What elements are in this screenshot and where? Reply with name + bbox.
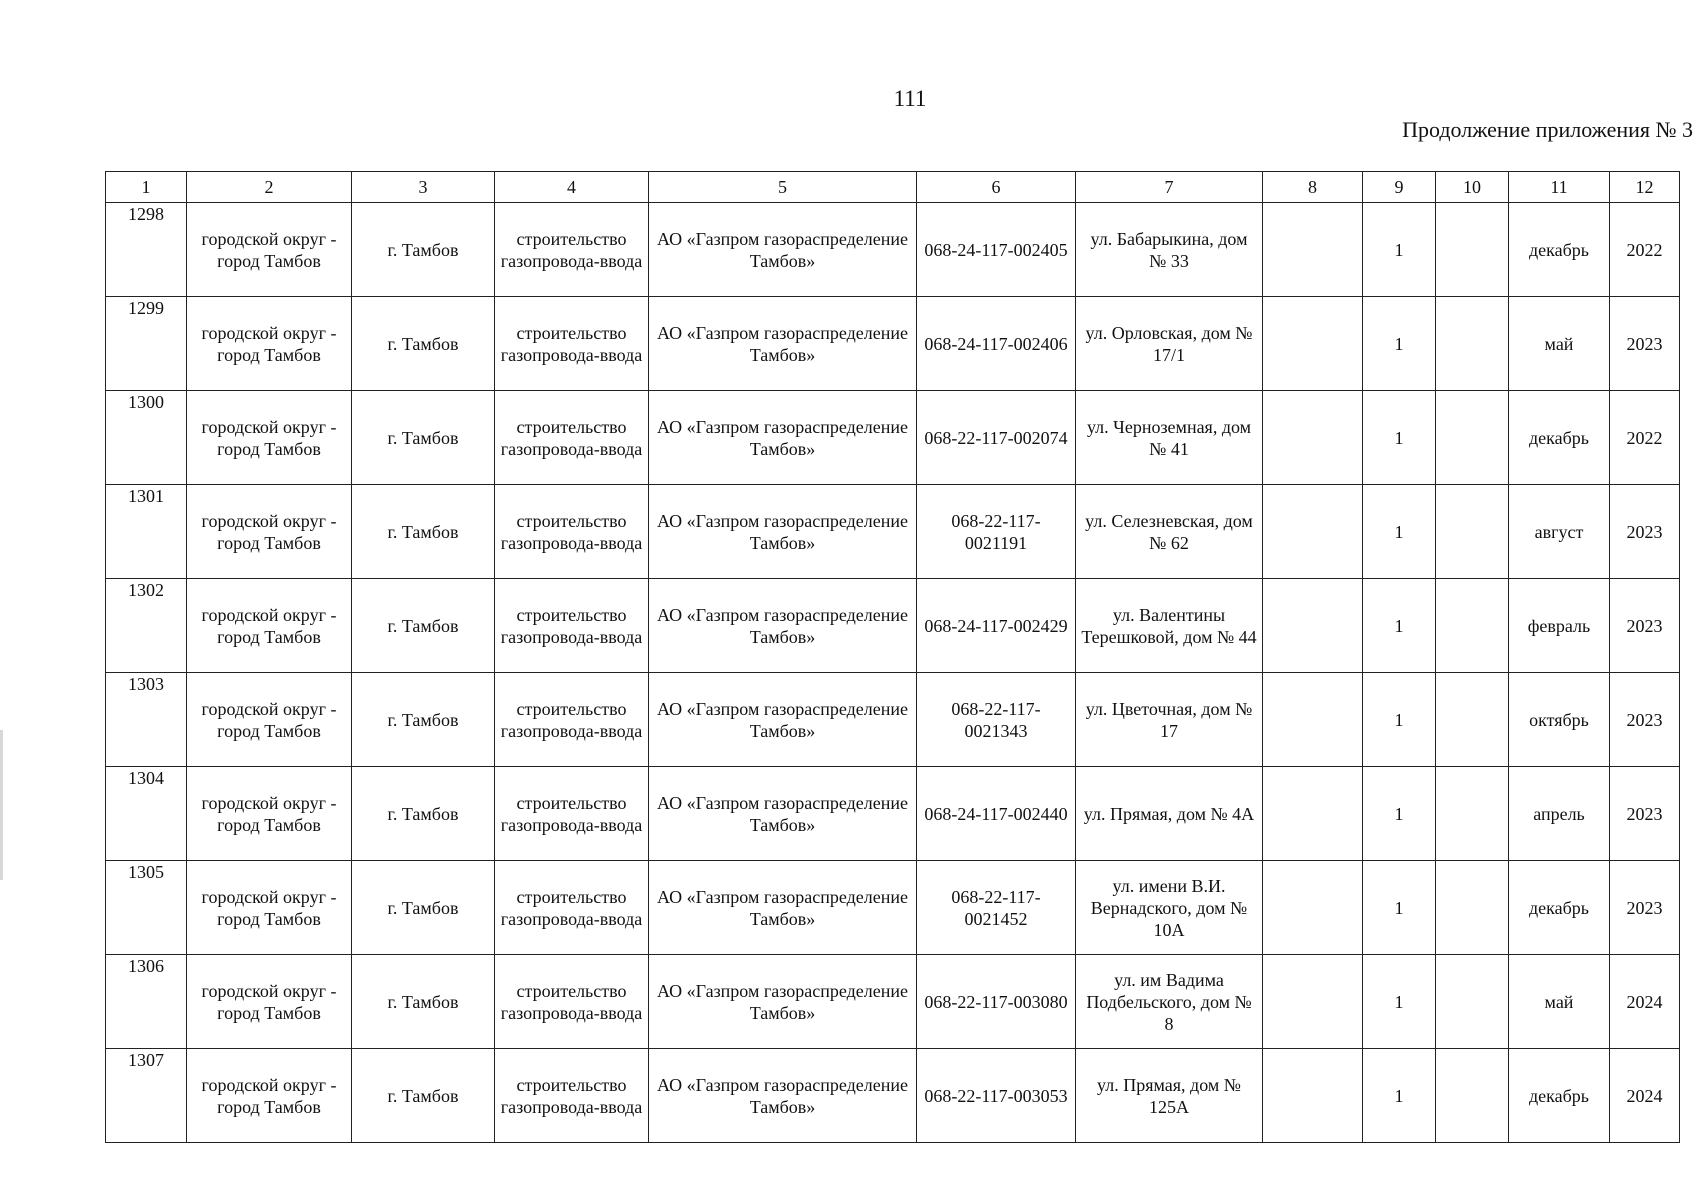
cell-object-code: 068-24-117-002440 <box>917 767 1076 861</box>
cell-month: май <box>1509 297 1610 391</box>
appendix-continuation-label: Продолжение приложения № 3 <box>1402 117 1693 142</box>
cell-quantity: 1 <box>1363 297 1436 391</box>
cell-municipality: городской округ - город Тамбов <box>187 579 352 673</box>
table-row <box>106 1049 1680 1143</box>
table-row <box>106 767 1680 861</box>
cell-municipality: городской округ - город Тамбов <box>187 485 352 579</box>
cell-object-code: 068-22-117-002074 <box>917 391 1076 485</box>
table-row <box>106 203 1680 297</box>
column-header-9: 9 <box>1363 172 1436 203</box>
cell-object-code: 068-24-117-002406 <box>917 297 1076 391</box>
cell-municipality: городской округ - город Тамбов <box>187 1049 352 1143</box>
header-row <box>106 172 1680 203</box>
cell-object-code: 068-24-117-002429 <box>917 579 1076 673</box>
cell-row-number: 1301 <box>106 485 187 579</box>
cell-month: декабрь <box>1509 861 1610 955</box>
cell-work-type: строительство газопровода-ввода <box>495 861 649 955</box>
scan-edge-mark <box>0 730 3 880</box>
cell-settlement: г. Тамбов <box>352 673 495 767</box>
cell-address: ул. Селезневская, дом № 62 <box>1076 485 1263 579</box>
cell-address: ул. им Вадима Подбельского, дом № 8 <box>1076 955 1263 1049</box>
cell-address: ул. Прямая, дом № 4А <box>1076 767 1263 861</box>
column-header-12: 12 <box>1610 172 1680 203</box>
table-body <box>106 203 1680 1143</box>
cell-work-type: строительство газопровода-ввода <box>495 673 649 767</box>
column-header-4: 4 <box>495 172 649 203</box>
cell-address: ул. Валентины Терешковой, дом № 44 <box>1076 579 1263 673</box>
cell-year: 2024 <box>1610 955 1680 1049</box>
cell-quantity: 1 <box>1363 767 1436 861</box>
cell-work-type: строительство газопровода-ввода <box>495 297 649 391</box>
cell-column-10 <box>1436 297 1509 391</box>
cell-year: 2023 <box>1610 485 1680 579</box>
cell-object-code: 068-24-117-002405 <box>917 203 1076 297</box>
cell-address: ул. имени В.И. Вернадского, дом № 10А <box>1076 861 1263 955</box>
cell-municipality: городской округ - город Тамбов <box>187 955 352 1049</box>
cell-municipality: городской округ - город Тамбов <box>187 297 352 391</box>
table-row <box>106 297 1680 391</box>
cell-row-number: 1304 <box>106 767 187 861</box>
cell-object-code: 068-22-117-003080 <box>917 955 1076 1049</box>
cell-column-8 <box>1263 391 1363 485</box>
column-header-5: 5 <box>649 172 917 203</box>
cell-column-10 <box>1436 391 1509 485</box>
cell-month: декабрь <box>1509 203 1610 297</box>
cell-column-10 <box>1436 767 1509 861</box>
table-row <box>106 955 1680 1049</box>
cell-settlement: г. Тамбов <box>352 391 495 485</box>
cell-settlement: г. Тамбов <box>352 861 495 955</box>
cell-address: ул. Орловская, дом № 17/1 <box>1076 297 1263 391</box>
column-header-1: 1 <box>106 172 187 203</box>
cell-object-code: 068-22-117-0021191 <box>917 485 1076 579</box>
table-header <box>106 172 1680 203</box>
cell-organization: АО «Газпром газораспределение Тамбов» <box>649 767 917 861</box>
cell-column-8 <box>1263 203 1363 297</box>
column-header-10: 10 <box>1436 172 1509 203</box>
cell-organization: АО «Газпром газораспределение Тамбов» <box>649 955 917 1049</box>
cell-column-10 <box>1436 861 1509 955</box>
cell-object-code: 068-22-117-0021343 <box>917 673 1076 767</box>
cell-column-8 <box>1263 955 1363 1049</box>
cell-settlement: г. Тамбов <box>352 485 495 579</box>
column-header-2: 2 <box>187 172 352 203</box>
cell-settlement: г. Тамбов <box>352 767 495 861</box>
column-header-6: 6 <box>917 172 1076 203</box>
cell-column-10 <box>1436 955 1509 1049</box>
cell-work-type: строительство газопровода-ввода <box>495 485 649 579</box>
cell-address: ул. Прямая, дом № 125А <box>1076 1049 1263 1143</box>
cell-municipality: городской округ - город Тамбов <box>187 861 352 955</box>
cell-municipality: городской округ - город Тамбов <box>187 203 352 297</box>
cell-year: 2023 <box>1610 861 1680 955</box>
cell-organization: АО «Газпром газораспределение Тамбов» <box>649 391 917 485</box>
cell-settlement: г. Тамбов <box>352 203 495 297</box>
cell-row-number: 1303 <box>106 673 187 767</box>
cell-month: декабрь <box>1509 1049 1610 1143</box>
page-number: 111 <box>893 86 927 111</box>
cell-column-10 <box>1436 1049 1509 1143</box>
cell-month: декабрь <box>1509 391 1610 485</box>
cell-year: 2023 <box>1610 297 1680 391</box>
cell-quantity: 1 <box>1363 1049 1436 1143</box>
cell-address: ул. Черноземная, дом № 41 <box>1076 391 1263 485</box>
cell-year: 2024 <box>1610 1049 1680 1143</box>
cell-organization: АО «Газпром газораспределение Тамбов» <box>649 203 917 297</box>
table-row <box>106 485 1680 579</box>
table-row <box>106 391 1680 485</box>
cell-organization: АО «Газпром газораспределение Тамбов» <box>649 1049 917 1143</box>
cell-column-8 <box>1263 673 1363 767</box>
cell-month: апрель <box>1509 767 1610 861</box>
cell-work-type: строительство газопровода-ввода <box>495 1049 649 1143</box>
cell-object-code: 068-22-117-003053 <box>917 1049 1076 1143</box>
cell-work-type: строительство газопровода-ввода <box>495 955 649 1049</box>
cell-settlement: г. Тамбов <box>352 1049 495 1143</box>
table-row <box>106 673 1680 767</box>
cell-column-8 <box>1263 1049 1363 1143</box>
column-header-8: 8 <box>1263 172 1363 203</box>
cell-organization: АО «Газпром газораспределение Тамбов» <box>649 579 917 673</box>
column-header-11: 11 <box>1509 172 1610 203</box>
column-header-3: 3 <box>352 172 495 203</box>
cell-month: май <box>1509 955 1610 1049</box>
cell-quantity: 1 <box>1363 485 1436 579</box>
cell-month: август <box>1509 485 1610 579</box>
gas-connection-register-table <box>105 171 1680 1143</box>
cell-object-code: 068-22-117-0021452 <box>917 861 1076 955</box>
cell-row-number: 1300 <box>106 391 187 485</box>
cell-address: ул. Цветочная, дом № 17 <box>1076 673 1263 767</box>
cell-work-type: строительство газопровода-ввода <box>495 391 649 485</box>
cell-row-number: 1307 <box>106 1049 187 1143</box>
cell-address: ул. Бабарыкина, дом № 33 <box>1076 203 1263 297</box>
cell-settlement: г. Тамбов <box>352 297 495 391</box>
cell-row-number: 1298 <box>106 203 187 297</box>
cell-quantity: 1 <box>1363 673 1436 767</box>
cell-quantity: 1 <box>1363 861 1436 955</box>
cell-month: октябрь <box>1509 673 1610 767</box>
cell-municipality: городской округ - город Тамбов <box>187 767 352 861</box>
cell-row-number: 1306 <box>106 955 187 1049</box>
cell-organization: АО «Газпром газораспределение Тамбов» <box>649 485 917 579</box>
cell-work-type: строительство газопровода-ввода <box>495 579 649 673</box>
cell-year: 2023 <box>1610 673 1680 767</box>
cell-organization: АО «Газпром газораспределение Тамбов» <box>649 861 917 955</box>
cell-year: 2022 <box>1610 391 1680 485</box>
cell-quantity: 1 <box>1363 391 1436 485</box>
cell-column-8 <box>1263 485 1363 579</box>
table-row <box>106 579 1680 673</box>
cell-municipality: городской округ - город Тамбов <box>187 673 352 767</box>
cell-quantity: 1 <box>1363 955 1436 1049</box>
cell-settlement: г. Тамбов <box>352 579 495 673</box>
cell-quantity: 1 <box>1363 579 1436 673</box>
cell-month: февраль <box>1509 579 1610 673</box>
cell-column-8 <box>1263 579 1363 673</box>
cell-work-type: строительство газопровода-ввода <box>495 767 649 861</box>
cell-column-8 <box>1263 767 1363 861</box>
cell-column-10 <box>1436 673 1509 767</box>
cell-year: 2022 <box>1610 203 1680 297</box>
table-row <box>106 861 1680 955</box>
cell-column-10 <box>1436 203 1509 297</box>
cell-row-number: 1305 <box>106 861 187 955</box>
cell-organization: АО «Газпром газораспределение Тамбов» <box>649 297 917 391</box>
cell-column-10 <box>1436 579 1509 673</box>
cell-row-number: 1302 <box>106 579 187 673</box>
cell-work-type: строительство газопровода-ввода <box>495 203 649 297</box>
cell-year: 2023 <box>1610 767 1680 861</box>
cell-column-8 <box>1263 861 1363 955</box>
cell-municipality: городской округ - город Тамбов <box>187 391 352 485</box>
column-header-7: 7 <box>1076 172 1263 203</box>
cell-column-10 <box>1436 485 1509 579</box>
cell-organization: АО «Газпром газораспределение Тамбов» <box>649 673 917 767</box>
cell-row-number: 1299 <box>106 297 187 391</box>
cell-year: 2023 <box>1610 579 1680 673</box>
cell-settlement: г. Тамбов <box>352 955 495 1049</box>
cell-quantity: 1 <box>1363 203 1436 297</box>
cell-column-8 <box>1263 297 1363 391</box>
